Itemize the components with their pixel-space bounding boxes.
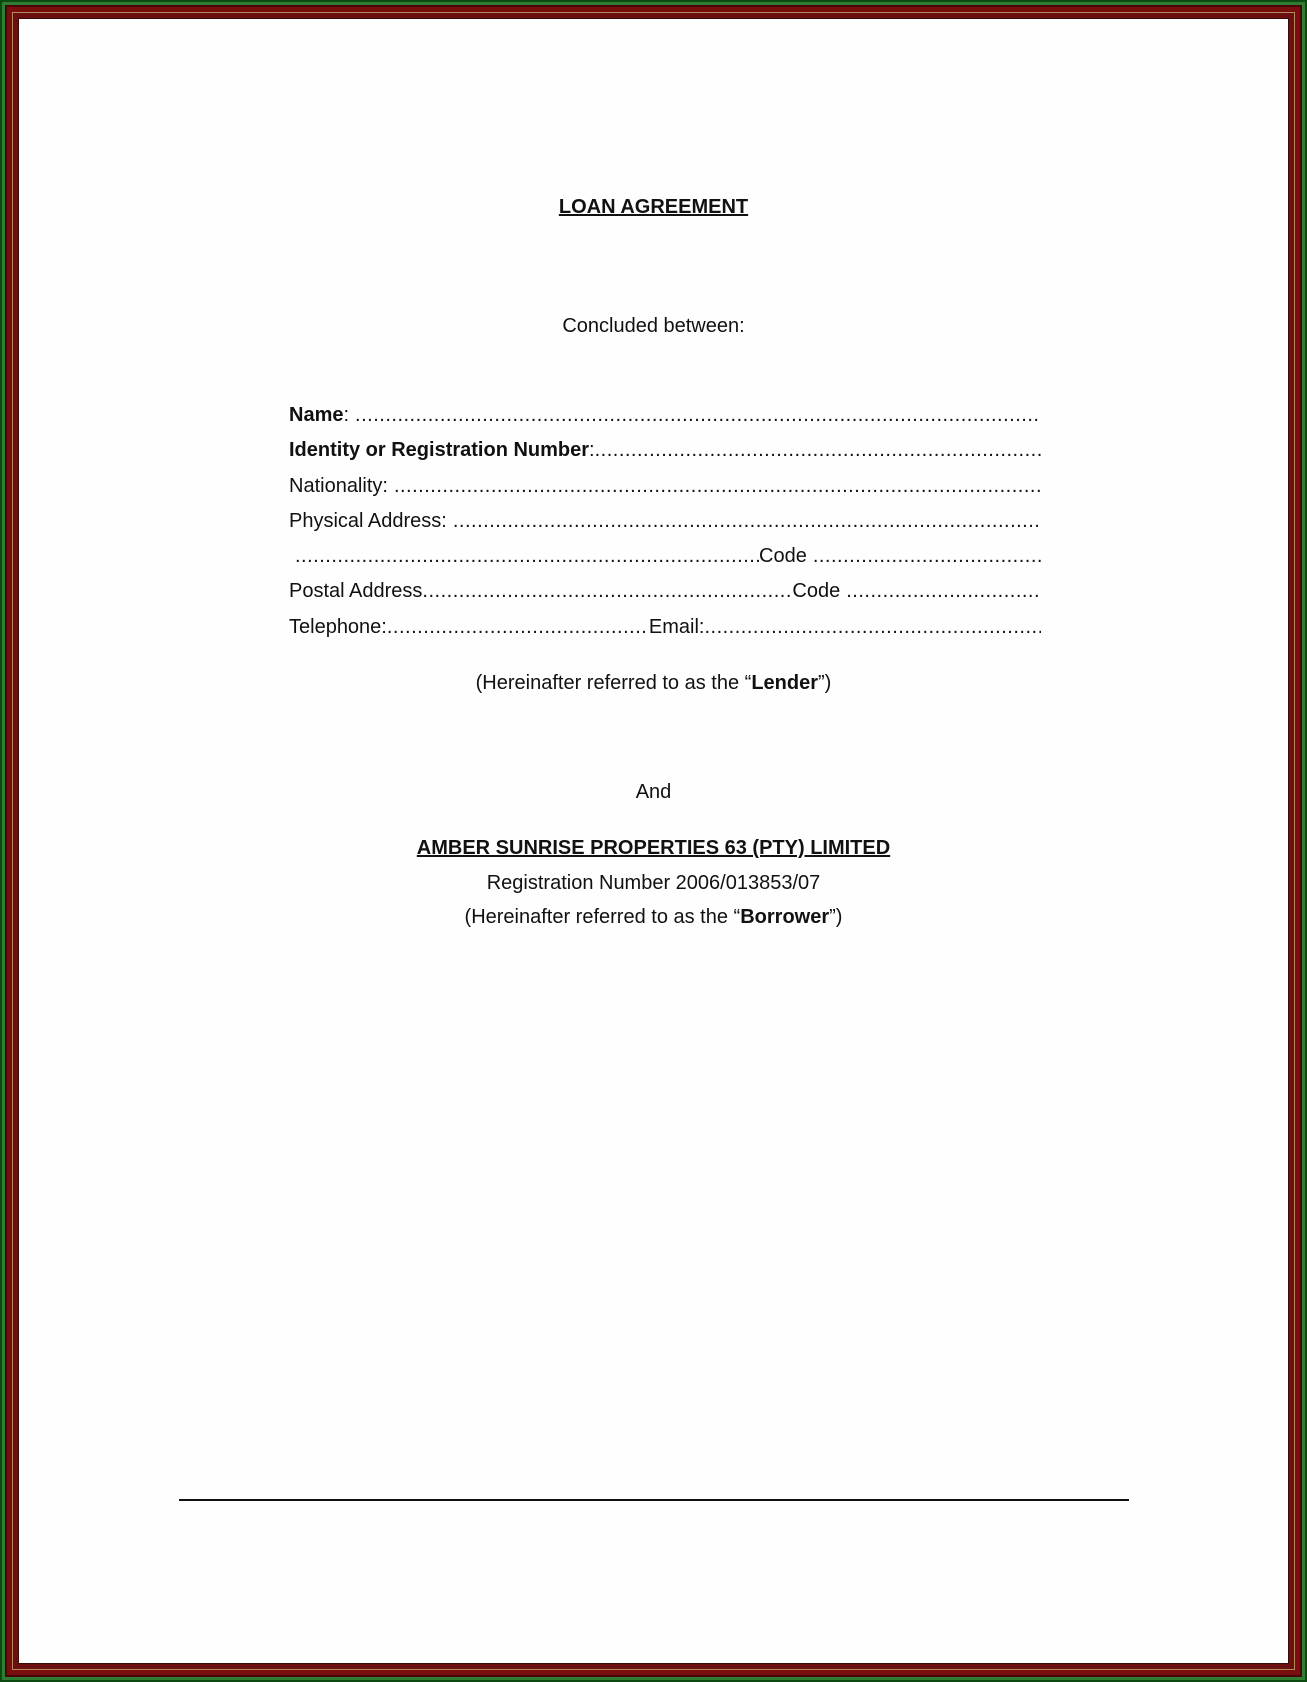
- concluded-between-text: Concluded between:: [562, 315, 745, 337]
- telephone-fill-line[interactable]: [387, 616, 649, 639]
- physical-address-line-2[interactable]: [295, 545, 759, 568]
- postal-address-field-row: [289, 580, 1041, 615]
- id-label: Identity or Registration Number: [289, 439, 590, 462]
- name-colon: :: [343, 404, 350, 426]
- physical-address-label: Physical Address:: [289, 509, 447, 532]
- physical-address-field-row: [289, 510, 1041, 545]
- borrower-reference: [19, 906, 1288, 929]
- name-label: Name: [289, 404, 344, 426]
- and-text: And: [635, 781, 672, 803]
- id-colon: :: [589, 439, 595, 462]
- contact-field-row: [289, 616, 1041, 651]
- borrower-prefix: (Hereinafter referred to as the “: [464, 906, 741, 928]
- physical-code-label: Code: [759, 545, 807, 568]
- email-fill-line[interactable]: [704, 616, 1041, 639]
- postal-code-fill-line[interactable]: [846, 580, 1041, 603]
- footer-rule: [179, 1499, 1129, 1501]
- postal-address-label: Postal Address: [289, 580, 423, 603]
- name-fill-line[interactable]: [355, 404, 1041, 427]
- physical-address-fill-line[interactable]: [453, 510, 1041, 533]
- physical-code-fill-line[interactable]: [813, 545, 1041, 568]
- id-fill-line[interactable]: [595, 439, 1041, 462]
- postal-code-label: Code: [792, 580, 841, 603]
- document-page: [18, 18, 1289, 1664]
- lender-party: Lender: [751, 672, 819, 694]
- lender-suffix: ”): [818, 672, 832, 694]
- nationality-label: Nationality:: [289, 474, 388, 497]
- physical-address-continued-row: [289, 545, 1041, 580]
- borrower-suffix: ”): [829, 906, 843, 928]
- nationality-fill-line[interactable]: [394, 475, 1041, 498]
- name-field-row: [289, 404, 1041, 439]
- postal-address-fill-line[interactable]: [422, 580, 792, 603]
- telephone-label: Telephone:: [289, 615, 387, 638]
- lender-fields: [289, 404, 1041, 651]
- id-field-row: [289, 439, 1041, 474]
- borrower-company-name: AMBER SUNRISE PROPERTIES 63 (PTY) LIMITED: [416, 837, 891, 859]
- email-label: Email:: [648, 615, 705, 638]
- lender-prefix: (Hereinafter referred to as the “: [475, 672, 752, 694]
- lender-reference: [19, 672, 1288, 695]
- nationality-field-row: [289, 475, 1041, 510]
- borrower-registration-number: Registration Number 2006/013853/07: [486, 872, 821, 894]
- borrower-party: Borrower: [740, 906, 830, 928]
- document-title: LOAN AGREEMENT: [558, 196, 749, 218]
